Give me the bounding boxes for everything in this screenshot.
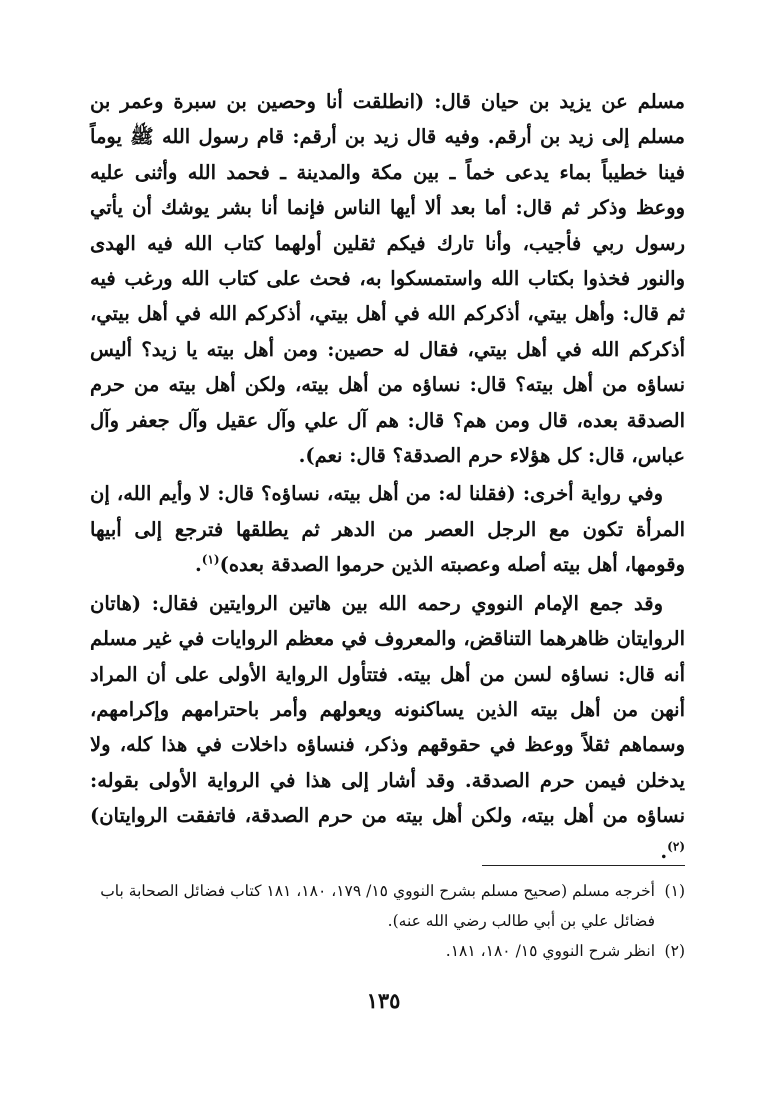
- sentence-end: .: [194, 553, 202, 577]
- paragraph-hadith-muslim: مسلم عن يزيد بن حيان قال: (انطلقت أنا وحصين بن سبرة وعمر بن مسلم إلى زيد بن أرقم. وفيه قال زيد بن أرقم: قام رسول الله ﷺ يوماً فينا خطيباً بماء يدعى خماً ـ بين مكة والمدينة ـ فحمد الله وأثنى عليه ووعظ وذكر ثم قال: أما بعد ألا أيها الناس فإنما أنا بشر يوشك أن يأتي رسول ربي فأجيب، وأنا تارك فيكم ثقلين أولهما كتاب الله فيه الهدى والنور فخذوا بكتاب الله واستمسكوا به، فحث على كتاب الله ورغب فيه ثم قال: وأهل بيتي، أذكركم الله في أهل بيتي، أذكركم الله في أهل بيتي، أذكركم الله في أهل بيتي، فقال له حصين: ومن أهل بيته يا زيد؟ أليس نساؤه من أهل بيته؟ قال: نساؤه من أهل بيته، ولكن أهل بيته من حرم الصدقة بعده، قال ومن هم؟ قال: هم آل علي وآل عقيل وآل جعفر وآل عباس، قال: كل هؤلاء حرم الصدقة؟ قال: نعم).: [90, 90, 685, 468]
- footnote-ref-2[interactable]: (٢): [667, 839, 685, 854]
- footnote-number: (٢): [664, 942, 685, 960]
- footnotes: [90, 876, 685, 966]
- sentence-end: .: [660, 839, 668, 863]
- footnote-item: [90, 876, 685, 936]
- main-text: [90, 84, 685, 869]
- paragraph-other-narration: [90, 476, 685, 582]
- paragraph-nawawi-text: وقد جمع الإمام النووي رحمه الله بين هاتين الروايتين فقال: (هاتان الروايتان ظاهرهما التناقض، والمعروف في معظم الروايات في غير مسلم أنه قال: نساؤه لسن من أهل بيته. فتتأول الرواية الأولى على أن المراد أنهن من أهل بيته الذين يساكنونه ويعولهم وأمر باحترامهم وإكرامهم، وسماهم ثقلاً ووعظ في حقوقهم وذكر، فنساؤه داخلات في هذا كله، ولا يدخلن فيمن حرم الصدقة. وقد أشار إلى هذا في الرواية الأولى بقوله: نساؤه من أهل بيته، ولكن أهل بيته من حرم الصدقة، فاتفقت الروايتان): [90, 591, 685, 828]
- paragraph-other-narration-text: وفي رواية أخرى: (فقلنا له: من أهل بيته، نساؤه؟ قال: لا وأيم الله، إن المرأة تكون مع الرجل العصر من الدهر ثم يطلقها فترجع إلى أبيها وقومها، أهل بيته أصله وعصبته الذين حرموا الصدقة بعده): [90, 482, 685, 577]
- footnote-text: انظر شرح النووي ١٥/ ١٨٠، ١٨١.: [445, 942, 655, 960]
- footnote-text: أخرجه مسلم (صحيح مسلم بشرح النووي ١٥/ ١٧٩، ١٨٠، ١٨١ كتاب فضائل الصحابة باب فضائل علي بن أبي طالب رضي الله عنه).: [100, 882, 655, 930]
- paragraph-nawawi: [90, 586, 685, 869]
- footnote-item: [90, 936, 685, 966]
- footnote-ref-1[interactable]: (١): [201, 552, 220, 567]
- footnote-divider: [482, 865, 685, 866]
- footnote-number: (١): [664, 882, 685, 900]
- page-number: ١٣٥: [366, 988, 401, 1013]
